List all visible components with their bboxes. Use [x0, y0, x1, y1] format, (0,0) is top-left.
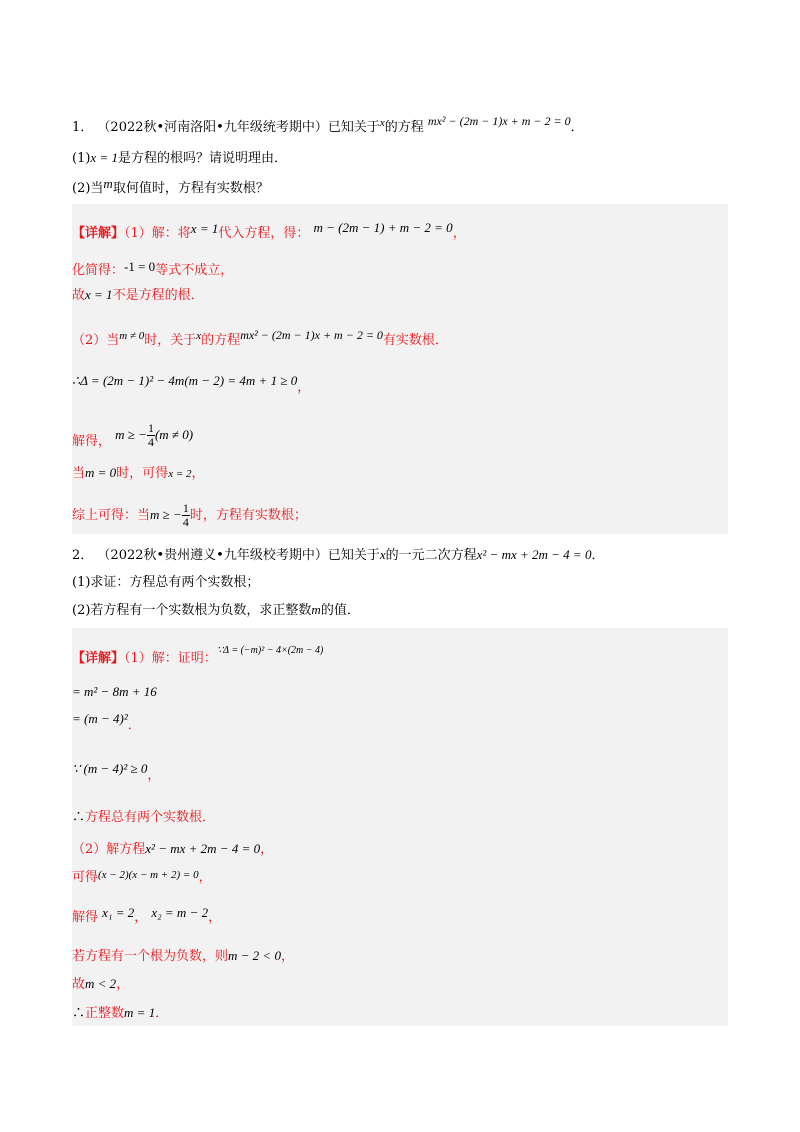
q2-part2-b: 的值． — [320, 603, 360, 618]
s2-line11 — [72, 1004, 168, 1023]
s1-line3 — [72, 286, 204, 305]
s1-l5-b: ， — [297, 380, 311, 395]
s1-l4-b: 时，关于 — [144, 333, 197, 348]
s1-line2 — [72, 258, 233, 280]
s1-l8-den: 4 — [182, 515, 189, 529]
s1-l6-math-pre: m ≥ − — [115, 427, 147, 442]
s1-line4 — [72, 326, 448, 350]
q2-part1-text: (1)求证：方程总有两个实数根； — [72, 575, 260, 590]
q1-part1 — [72, 149, 287, 168]
s2-line1 — [72, 642, 323, 668]
q1-part1-text: 是方程的根吗？请说明理由． — [117, 151, 287, 166]
s2-tag: 【详解】 — [72, 651, 125, 666]
s1-l4-math3: mx² − (2m − 1)x + m − 2 = 0 — [240, 328, 383, 342]
solution-2-box — [72, 628, 728, 1026]
s1-l2-a: 化简得： — [72, 263, 125, 278]
q2-end: ． — [591, 548, 605, 563]
s1-line1 — [72, 219, 466, 243]
s2-l11-math: m = 1 — [124, 1005, 156, 1020]
q1-part2-prefix: (2)当 — [72, 181, 104, 196]
q1-number: 1． — [72, 120, 94, 135]
s1-l1-math2: m − (2m − 1) + m − 2 = 0 — [313, 220, 453, 235]
s1-line7 — [72, 464, 205, 483]
q1-part2 — [72, 175, 269, 198]
s1-l7-math2: x = 2 — [168, 468, 192, 480]
s2-l5-b: 方程总有两个实数根． — [85, 810, 216, 825]
s2-line2 — [72, 683, 157, 702]
q2-source: （2022秋•贵州遵义•九年级校考期中）已知关于 — [97, 548, 380, 563]
q2-var-x: x — [379, 547, 386, 562]
s1-l7-a: 当 — [72, 466, 86, 481]
s2-l8-math2: x₂ = m − 2 — [151, 905, 209, 920]
q1-end: ． — [570, 120, 584, 135]
s2-l8-c: ， — [208, 910, 222, 925]
q2-stem — [72, 546, 604, 565]
s2-l8-math1: x₁ = 2 — [102, 905, 135, 920]
q1-equation: mx² − (2m − 1)x + m − 2 = 0 — [427, 114, 571, 128]
s1-l3-math: x = 1 — [85, 287, 113, 302]
s2-line3 — [72, 710, 141, 735]
s1-l6-num: 1 — [147, 421, 154, 435]
s2-l7-a: 可得 — [72, 870, 99, 885]
q1-part2-math: m — [103, 176, 113, 191]
s2-l9-math: m − 2 < 0 — [228, 948, 281, 963]
s1-l6-math-post: (m ≠ 0) — [154, 427, 194, 442]
s2-l9-a: 若方程有一个根为负数，则 — [72, 949, 229, 964]
s1-l2-math: -1 = 0 — [124, 259, 156, 274]
s2-l7-math: (x − 2)(x − m + 2) = 0 — [98, 869, 199, 881]
s1-l4-a: （2）当 — [72, 333, 120, 348]
s1-l1-b: 代入方程，得： — [218, 226, 310, 241]
s1-l6-fraction — [147, 422, 155, 449]
s2-l6-b: ， — [260, 842, 274, 857]
s1-l8-b: 时，方程有实数根； — [189, 508, 307, 523]
solution-1-box — [72, 204, 728, 534]
s2-l11-a: ∴ — [72, 1006, 86, 1021]
s1-tag: 【详解】 — [72, 226, 125, 241]
s2-l3-b: ． — [127, 718, 141, 733]
s1-l4-d: 有实数根． — [382, 333, 448, 348]
s1-l3-a: 故 — [72, 288, 86, 303]
s2-l4-math: ∵ (m − 4)² ≥ 0 — [72, 761, 148, 776]
q2-equation: x² − mx + 2m − 4 = 0 — [476, 547, 592, 562]
s2-l2-math: = m² − 8m + 16 — [72, 684, 157, 699]
s2-line5 — [72, 809, 215, 827]
q2-mid: 的一元二次方程 — [385, 548, 477, 563]
s2-l11-c: ． — [155, 1006, 169, 1021]
s1-l7-c: ， — [191, 466, 205, 481]
s1-line8 — [72, 502, 307, 529]
s2-line8 — [72, 904, 221, 927]
s2-l1-a: （1）解：证明： — [124, 651, 217, 666]
s2-l4-b: ， — [147, 768, 161, 783]
s1-l7-b: 时，可得 — [116, 466, 169, 481]
q1-mid: 的方程 — [384, 120, 424, 135]
q1-source: （2022秋•河南洛阳•九年级统考期中）已知关于 — [97, 120, 380, 135]
q1-stem — [72, 112, 584, 137]
s2-l11-b: 正整数 — [85, 1006, 125, 1021]
s2-line10 — [72, 975, 129, 994]
s2-line4 — [72, 760, 160, 785]
s1-l8-a: 综上可得：当 — [72, 508, 151, 523]
s2-l3-math: = (m − 4)² — [72, 711, 128, 726]
q1-part1-math: x = 1 — [90, 150, 118, 165]
s2-l10-a: 故 — [72, 977, 86, 992]
s1-l5-math: ∴Δ = (2m − 1)² − 4m(m − 2) = 4m + 1 ≥ 0 — [72, 373, 298, 388]
q1-part1-prefix: (1) — [72, 151, 91, 166]
s2-l1-math: ∵Δ = (−m)² − 4×(2m − 4) — [216, 645, 324, 656]
q2-part2 — [72, 601, 360, 620]
s1-l3-b: 不是方程的根． — [112, 288, 204, 303]
s1-l7-math1: m = 0 — [85, 465, 117, 480]
s2-line6 — [72, 840, 273, 859]
s1-l1-c: ， — [452, 226, 466, 241]
s2-line7 — [72, 866, 212, 887]
s2-l6-math: x² − mx + 2m − 4 = 0 — [145, 841, 261, 856]
s2-l10-math: m < 2 — [85, 976, 117, 991]
s2-l7-b: ， — [198, 870, 212, 885]
s2-line9 — [72, 947, 294, 966]
s1-l4-c: 的方程 — [201, 333, 241, 348]
q1-part2-text: 取何值时，方程有实数根？ — [112, 181, 269, 196]
s2-l8-a: 解得 — [72, 910, 99, 925]
s1-line6 — [72, 422, 193, 451]
q2-part2-a: (2)若方程有一个实数根为负数，求正整数 — [72, 603, 312, 618]
s2-l10-b: ， — [116, 977, 130, 992]
s1-line5 — [72, 372, 310, 397]
s1-l8-math-pre: m ≥ − — [150, 507, 182, 522]
s2-l9-b: ， — [280, 949, 294, 964]
s1-l1-math1: x = 1 — [190, 221, 219, 236]
s2-l6-a: （2）解方程 — [72, 842, 146, 857]
s2-l8-b: ， — [134, 910, 148, 925]
q2-part1 — [72, 574, 259, 592]
s1-l8-fraction — [182, 502, 190, 529]
s1-l2-b: 等式不成立， — [155, 263, 234, 278]
q1-var-x: x — [379, 117, 385, 129]
s1-l6-den: 4 — [147, 435, 154, 449]
q2-number: 2． — [72, 548, 94, 563]
s1-l4-math2: x — [196, 330, 202, 342]
s2-l5-a: ∴ — [72, 810, 86, 825]
s1-l6-a: 解得， — [72, 434, 112, 449]
s1-l4-math1: m ≠ 0 — [119, 330, 145, 342]
s1-l1-a: （1）解：将 — [124, 226, 191, 241]
s1-l8-num: 1 — [182, 501, 189, 515]
q2-part2-math: m — [311, 602, 321, 617]
